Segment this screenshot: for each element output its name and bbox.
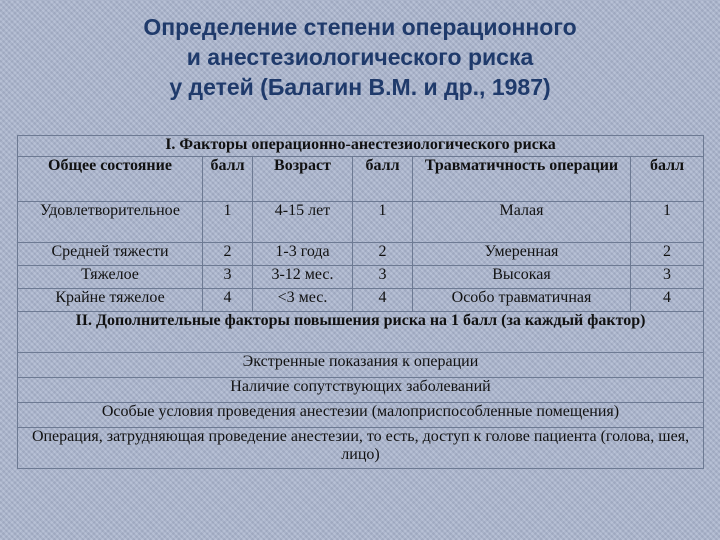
- cell-score: 4: [203, 289, 253, 312]
- risk-table: [17, 135, 704, 469]
- table-header-row: [18, 157, 704, 202]
- header-age: Возраст: [253, 157, 353, 202]
- cell-score: 3: [203, 266, 253, 289]
- cell-general-state: Тяжелое: [18, 266, 203, 289]
- cell-traumaticity: Высокая: [413, 266, 631, 289]
- cell-score: 4: [631, 289, 704, 312]
- extra-factor-row: [18, 403, 704, 428]
- cell-score: 1: [631, 202, 704, 243]
- extra-factor-row: [18, 353, 704, 378]
- cell-age: 1-3 года: [253, 243, 353, 266]
- cell-traumaticity: Малая: [413, 202, 631, 243]
- cell-score: 1: [353, 202, 413, 243]
- extra-factor: Экстренные показания к операции: [18, 353, 704, 378]
- cell-score: 2: [631, 243, 704, 266]
- extra-factor-row: [18, 428, 704, 469]
- cell-general-state: Удовлетворительное: [18, 202, 203, 243]
- extra-factor: Особые условия проведения анестезии (малоприспособленные помещения): [18, 403, 704, 428]
- cell-score: 3: [353, 266, 413, 289]
- table-row: [18, 266, 704, 289]
- cell-general-state: Крайне тяжелое: [18, 289, 203, 312]
- extra-factor: Операция, затрудняющая проведение анестезии, то есть, доступ к голове пациента (голова, шея, лицо): [18, 428, 704, 469]
- section-2-header: II. Дополнительные факторы повышения риска на 1 балл (за каждый фактор): [18, 312, 704, 353]
- cell-age: 4-15 лет: [253, 202, 353, 243]
- title-line-3: у детей (Балагин В.М. и др., 1987): [169, 74, 551, 100]
- section-1-header: I. Факторы операционно-анестезиологического риска: [18, 136, 704, 157]
- cell-age: <3 мес.: [253, 289, 353, 312]
- title-line-1: Определение степени операционного: [143, 14, 577, 40]
- header-score-1: балл: [203, 157, 253, 202]
- title-line-2: и анестезиологического риска: [186, 44, 534, 70]
- cell-score: 1: [203, 202, 253, 243]
- cell-general-state: Средней тяжести: [18, 243, 203, 266]
- cell-age: 3-12 мес.: [253, 266, 353, 289]
- extra-factor: Наличие сопутствующих заболеваний: [18, 378, 704, 403]
- table-row: [18, 289, 704, 312]
- table-row: [18, 243, 704, 266]
- page-title: [0, 12, 720, 102]
- header-score-2: балл: [353, 157, 413, 202]
- cell-score: 2: [353, 243, 413, 266]
- header-score-3: балл: [631, 157, 704, 202]
- extra-factor-row: [18, 378, 704, 403]
- cell-traumaticity: Особо травматичная: [413, 289, 631, 312]
- header-traumaticity: Травматичность операции: [413, 157, 631, 202]
- cell-traumaticity: Умеренная: [413, 243, 631, 266]
- cell-score: 3: [631, 266, 704, 289]
- table-row: [18, 202, 704, 243]
- cell-score: 4: [353, 289, 413, 312]
- cell-score: 2: [203, 243, 253, 266]
- header-general-state: Общее состояние: [18, 157, 203, 202]
